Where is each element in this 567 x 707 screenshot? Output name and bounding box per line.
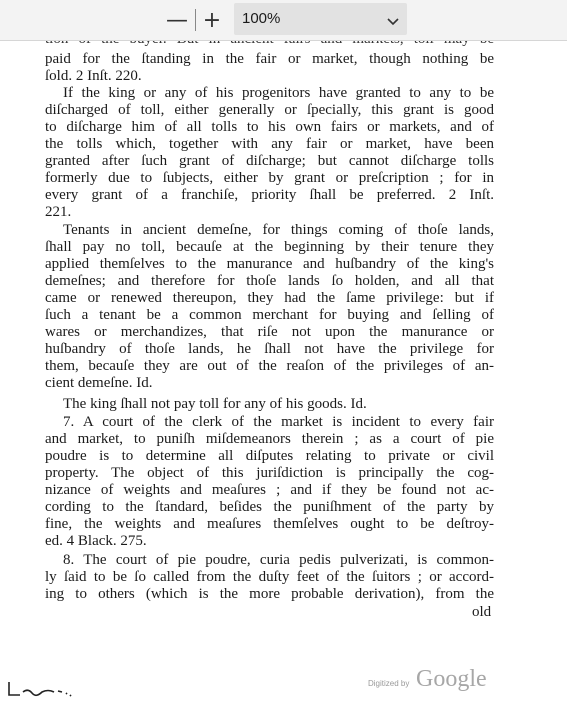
chevron-down-icon	[387, 13, 399, 31]
zoom-out-button[interactable]: —	[166, 7, 188, 33]
text-line: ſhall pay no toll, becauſe at the beginning by their tenure they	[45, 239, 494, 255]
text-line: the tolls which, together with any fair or market, have been	[45, 136, 494, 152]
text-line: to diſcharge him of all tolls to his own fairs or markets, and of	[45, 119, 494, 135]
text-line: demeſnes; and therefore for thoſe lands ſo holden, and all that	[45, 273, 494, 289]
text-line: applied themſelves to the manurance and huſbandry of the king's	[45, 256, 494, 272]
catchword: old	[472, 604, 492, 620]
text-line: The king ſhall not pay toll for any of his goods. Id.	[63, 396, 367, 412]
text-line: poudre is to determine all diſputes relating to private or civil	[45, 448, 494, 464]
text-line: formerly due to ſubjects, either by grant or preſcription ; for in	[45, 170, 494, 186]
text-line: every grant of a franchiſe, priority ſhall be preferred. 2 Inſt.	[45, 187, 494, 203]
text-line: fine, the weights and meaſures themſelves ought to be deſtroy-	[45, 516, 494, 532]
text-line: diſcharged of toll, either generally or ſpecially, this grant is good	[45, 102, 494, 118]
digitized-by-text: Digitized by	[368, 679, 410, 688]
text-line: huſbandry of thoſe lands, he ſhall not have the privilege for	[45, 341, 494, 357]
text-line: and market, to puniſh miſdemeanors therein ; as a court of pie	[45, 431, 494, 447]
text-line: 8. The court of pie poudre, curia pedis pulverizati, is common-	[63, 552, 494, 568]
text-line: Tenants in ancient demeſne, for things coming of thoſe lands,	[63, 222, 494, 238]
text-line: granted after ſuch grant of diſcharge; but cannot diſcharge tolls	[45, 153, 494, 169]
text-line: If the king or any of his progenitors have granted to any to be	[63, 85, 494, 101]
text-line: wares or merchandizes, that riſe not upon the manurance or	[45, 324, 494, 340]
text-line: ſuch a tenant be a common merchant for buying and ſelling of	[45, 307, 494, 323]
google-logo: Google	[416, 666, 487, 692]
text-line: property. The object of this juriſdiction is principally the cog-	[45, 465, 494, 481]
zoom-value: 100%	[242, 10, 281, 27]
text-line: 7. A court of the clerk of the market is incident to every fair	[63, 414, 494, 430]
text-line: paid for the ſtanding in the fair or market, though nothing be	[45, 51, 494, 67]
text-line: ly ſaid to be ſo called from the duſty feet of the ſuitors ; or accord-	[45, 569, 494, 585]
text-line: cording to the ſtandard, beſides the puniſhment of the party by	[45, 499, 494, 515]
toolbar-separator	[195, 9, 196, 31]
text-line: ed. 4 Black. 275.	[45, 533, 147, 549]
text-line: ing to others (which is the more probable derivation), from the	[45, 586, 494, 602]
text-line: cient demeſne. Id.	[45, 375, 153, 391]
zoom-in-button[interactable]: +	[202, 7, 222, 33]
handwritten-mark	[6, 680, 78, 700]
text-line: 221.	[45, 204, 72, 220]
text-line: nizance of weights and meaſures ; and if they be found not ac-	[45, 482, 494, 498]
text-line: them, becauſe they are out of the reaſon of the privileges of an-	[45, 358, 494, 374]
text-line: ſold. 2 Inſt. 220.	[45, 68, 142, 84]
text-line: came or renewed thereupon, they had the ſame privilege: but if	[45, 290, 494, 306]
pdf-toolbar	[0, 0, 567, 41]
zoom-select[interactable]	[234, 3, 407, 35]
document-page	[0, 40, 567, 707]
